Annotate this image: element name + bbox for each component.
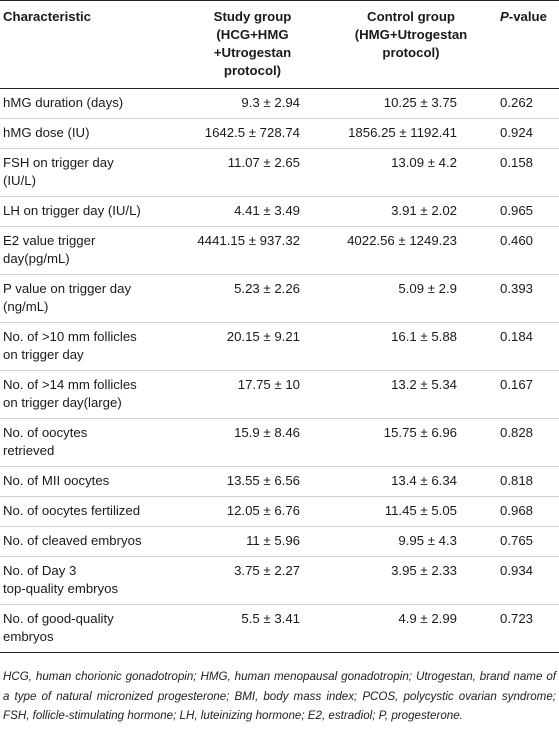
characteristic-line: No. of >10 mm follicles: [3, 329, 137, 344]
row-control-value: 3.95 ± 2.33: [391, 563, 457, 578]
characteristic-line: No. of Day 3: [3, 563, 77, 578]
characteristic-line: (IU/L): [3, 173, 36, 188]
row-study-value: 13.55 ± 6.56: [226, 473, 300, 488]
characteristic-line: on trigger day(large): [3, 395, 122, 410]
row-characteristic: [0, 323, 175, 371]
characteristic-line: P value on trigger day: [3, 281, 132, 296]
row-p-value: 0.924: [500, 125, 534, 140]
row-characteristic: [0, 419, 175, 467]
header-control-line: protocol): [382, 45, 440, 60]
row-characteristic: [0, 89, 175, 119]
characteristic-line: No. of good-quality: [3, 611, 114, 626]
row-study-value: 11.07 ± 2.65: [227, 155, 300, 170]
row-control-value: 1856.25 ± 1192.41: [348, 125, 457, 140]
table-row: [0, 149, 559, 197]
characteristic-line: (ng/mL): [3, 299, 49, 314]
row-p-value: 0.965: [500, 203, 534, 218]
row-characteristic: [0, 275, 175, 323]
row-study-value: 5.5 ± 3.41: [241, 611, 300, 626]
characteristic-line: day(pg/mL): [3, 251, 70, 266]
characteristic-line: on trigger day: [3, 347, 84, 362]
row-characteristic: [0, 119, 175, 149]
row-p-value: 0.818: [500, 473, 534, 488]
row-study-value: 3.75 ± 2.27: [234, 563, 300, 578]
row-p-value: 0.723: [500, 611, 534, 626]
header-p-italic: P: [500, 9, 509, 24]
header-study-group: [175, 1, 330, 89]
footnote: HCG, human chorionic gonadotropin; HMG, human menopausal gonadotropin; Utrogestan, brand name of a type of natural micronized progesterone; BMI, body mass index; PCOS, polycystic ovarian syndrome; FSH, follicle-stimulating hormone; LH, luteinizing hormone; E2, estradiol; P, progesterone.: [3, 670, 556, 723]
table-row: [0, 197, 559, 227]
row-p-value: 0.934: [500, 563, 534, 578]
table-row: [0, 467, 559, 497]
row-p-value: 0.968: [500, 503, 534, 518]
characteristic-line: No. of oocytes: [3, 425, 88, 440]
row-control-value: 3.91 ± 2.02: [391, 203, 457, 218]
table-row: [0, 605, 559, 653]
header-p-rest: -value: [508, 9, 547, 24]
header-study-line: Study group: [213, 9, 292, 24]
table-row: [0, 497, 559, 527]
row-p-value: 0.167: [500, 377, 534, 392]
row-p-value: 0.765: [500, 533, 534, 548]
row-control-value: 15.75 ± 6.96: [383, 425, 457, 440]
row-study-value: 5.23 ± 2.26: [234, 281, 300, 296]
row-control-value: 11.45 ± 5.05: [384, 503, 457, 518]
header-p-value: [492, 1, 559, 89]
row-control-value: 16.1 ± 5.88: [391, 329, 457, 344]
table-row: [0, 323, 559, 371]
header-control-line: Control group: [367, 9, 455, 24]
row-control-value: 13.4 ± 6.34: [391, 473, 457, 488]
row-study-value: 12.05 ± 6.76: [226, 503, 300, 518]
row-characteristic: [0, 149, 175, 197]
row-study-value: 11 ± 5.96: [246, 533, 300, 548]
row-control-value: 9.95 ± 4.3: [398, 533, 457, 548]
row-study-value: 1642.5 ± 728.74: [204, 125, 300, 140]
characteristic-line: embryos: [3, 629, 54, 644]
row-study-value: 4441.15 ± 937.32: [197, 233, 300, 248]
row-p-value: 0.393: [500, 281, 534, 296]
table-row: [0, 89, 559, 119]
row-control-value: 4.9 ± 2.99: [398, 611, 457, 626]
row-study-value: 20.15 ± 9.21: [226, 329, 300, 344]
row-control-value: 4022.56 ± 1249.23: [347, 233, 457, 248]
row-characteristic: [0, 467, 175, 497]
header-control-line: (HMG+Utrogestan: [354, 27, 468, 42]
row-study-value: 9.3 ± 2.94: [241, 95, 300, 110]
table-row: [0, 119, 559, 149]
table-row: [0, 371, 559, 419]
row-characteristic: [0, 497, 175, 527]
row-p-value: 0.184: [500, 329, 534, 344]
characteristic-line: FSH on trigger day: [3, 155, 114, 170]
row-study-value: 15.9 ± 8.46: [234, 425, 300, 440]
row-control-value: 10.25 ± 3.75: [383, 95, 457, 110]
table-row: [0, 275, 559, 323]
characteristic-line: hMG duration (days): [3, 95, 124, 110]
characteristic-line: LH on trigger day (IU/L): [3, 203, 141, 218]
row-p-value: 0.158: [500, 155, 534, 170]
characteristic-line: hMG dose (IU): [3, 125, 90, 140]
characteristic-line: E2 value trigger: [3, 233, 96, 248]
header-study-line: protocol): [223, 63, 282, 78]
row-study-value: 4.41 ± 3.49: [234, 203, 300, 218]
row-control-value: 5.09 ± 2.9: [398, 281, 457, 296]
characteristic-line: No. of MII oocytes: [3, 473, 110, 488]
table-row: [0, 419, 559, 467]
table-row: [0, 527, 559, 557]
header-study-line: (HCG+HMG: [216, 27, 289, 42]
characteristic-line: No. of oocytes fertilized: [3, 503, 141, 518]
header-study-line: +Utrogestan: [213, 45, 292, 60]
table-row: [0, 227, 559, 275]
row-study-value: 17.75 ± 10: [237, 377, 300, 392]
row-p-value: 0.262: [500, 95, 534, 110]
characteristic-line: top-quality embryos: [3, 581, 119, 596]
row-p-value: 0.828: [500, 425, 534, 440]
row-characteristic: [0, 371, 175, 419]
table-body: [0, 89, 559, 653]
row-p-value: 0.460: [500, 233, 534, 248]
table-row: [0, 557, 559, 605]
header-control-group: [330, 1, 492, 89]
row-characteristic: [0, 227, 175, 275]
characteristic-line: No. of >14 mm follicles: [3, 377, 137, 392]
row-control-value: 13.2 ± 5.34: [391, 377, 457, 392]
characteristic-line: retrieved: [3, 443, 55, 458]
header-row: [0, 1, 559, 89]
row-characteristic: [0, 605, 175, 653]
row-characteristic: [0, 557, 175, 605]
characteristic-line: No. of cleaved embryos: [3, 533, 142, 548]
header-characteristic: Characteristic: [3, 9, 91, 24]
row-characteristic: [0, 527, 175, 557]
row-characteristic: [0, 197, 175, 227]
row-control-value: 13.09 ± 4.2: [391, 155, 457, 170]
